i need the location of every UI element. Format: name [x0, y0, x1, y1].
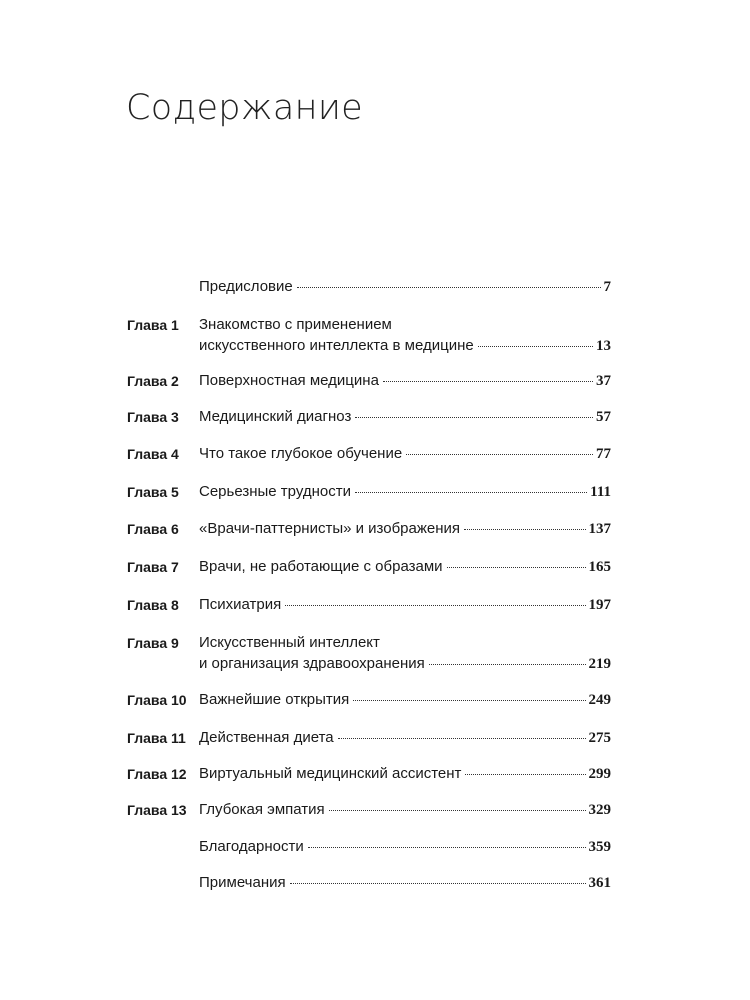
dot-leader: [329, 810, 586, 811]
dot-leader: [447, 567, 586, 568]
chapter-label: Глава 10: [127, 692, 187, 708]
chapter-label: Глава 2: [127, 373, 179, 389]
page-number: 13: [596, 338, 611, 354]
entry-title: Важнейшие открытия: [199, 691, 350, 708]
entry-title: Предисловие: [199, 278, 293, 295]
chapter-label: Глава 6: [127, 521, 179, 537]
chapter-label: Глава 4: [127, 446, 179, 462]
entry-title-line1: Знакомство с применением: [199, 316, 392, 333]
dot-leader: [465, 774, 585, 775]
dot-leader: [285, 605, 585, 606]
chapter-label: Глава 7: [127, 559, 179, 575]
page-number: 197: [588, 597, 611, 613]
page-title: Содержание: [126, 88, 364, 128]
chapter-label: Глава 12: [127, 766, 187, 782]
entry-title: Что такое глубокое обучение: [199, 445, 403, 462]
chapter-label: Глава 1: [127, 317, 179, 333]
dot-leader: [308, 847, 586, 848]
entry-title: и организация здравоохранения: [199, 655, 425, 672]
dot-leader: [383, 381, 593, 382]
page-number: 249: [588, 692, 611, 708]
page-number: 111: [590, 484, 611, 500]
entry-title: Врачи, не работающие с образами: [199, 558, 443, 575]
dot-leader: [353, 700, 585, 701]
dot-leader: [478, 346, 593, 347]
page-number: 7: [603, 279, 611, 295]
dot-leader: [338, 738, 586, 739]
chapter-label: Глава 9: [127, 635, 179, 651]
dot-leader: [406, 454, 593, 455]
entry-title: Поверхностная медицина: [199, 372, 379, 389]
page-number: 77: [596, 446, 611, 462]
page-number: 299: [588, 766, 611, 782]
entry-title: Благодарности: [199, 838, 304, 855]
entry-title: Виртуальный медицинский ассистент: [199, 765, 462, 782]
entry-title: Глубокая эмпатия: [199, 801, 325, 818]
dot-leader: [429, 664, 586, 665]
page-number: 37: [596, 373, 611, 389]
page-number: 165: [588, 559, 611, 575]
page-number: 275: [588, 730, 611, 746]
chapter-label: Глава 11: [127, 730, 186, 746]
entry-title: Серьезные трудности: [199, 483, 351, 500]
entry-title: Медицинский диагноз: [199, 408, 352, 425]
page-number: 137: [588, 521, 611, 537]
entry-title: Примечания: [199, 874, 286, 891]
chapter-label: Глава 3: [127, 409, 179, 425]
dot-leader: [290, 883, 586, 884]
dot-leader: [355, 417, 593, 418]
page-number: 219: [588, 656, 611, 672]
chapter-label: Глава 5: [127, 484, 179, 500]
dot-leader: [355, 492, 587, 493]
dot-leader: [464, 529, 585, 530]
page-number: 329: [588, 802, 611, 818]
dot-leader: [297, 287, 601, 288]
entry-title: «Врачи-паттернисты» и изображения: [199, 520, 461, 537]
entry-title: Действенная диета: [199, 729, 334, 746]
entry-title-line1: Искусственный интеллект: [199, 634, 380, 651]
chapter-label: Глава 8: [127, 597, 179, 613]
page-number: 359: [588, 839, 611, 855]
page-number: 57: [596, 409, 611, 425]
page-number: 361: [588, 875, 611, 891]
entry-title: Психиатрия: [199, 596, 282, 613]
chapter-label: Глава 13: [127, 802, 187, 818]
entry-title: искусственного интеллекта в медицине: [199, 337, 474, 354]
